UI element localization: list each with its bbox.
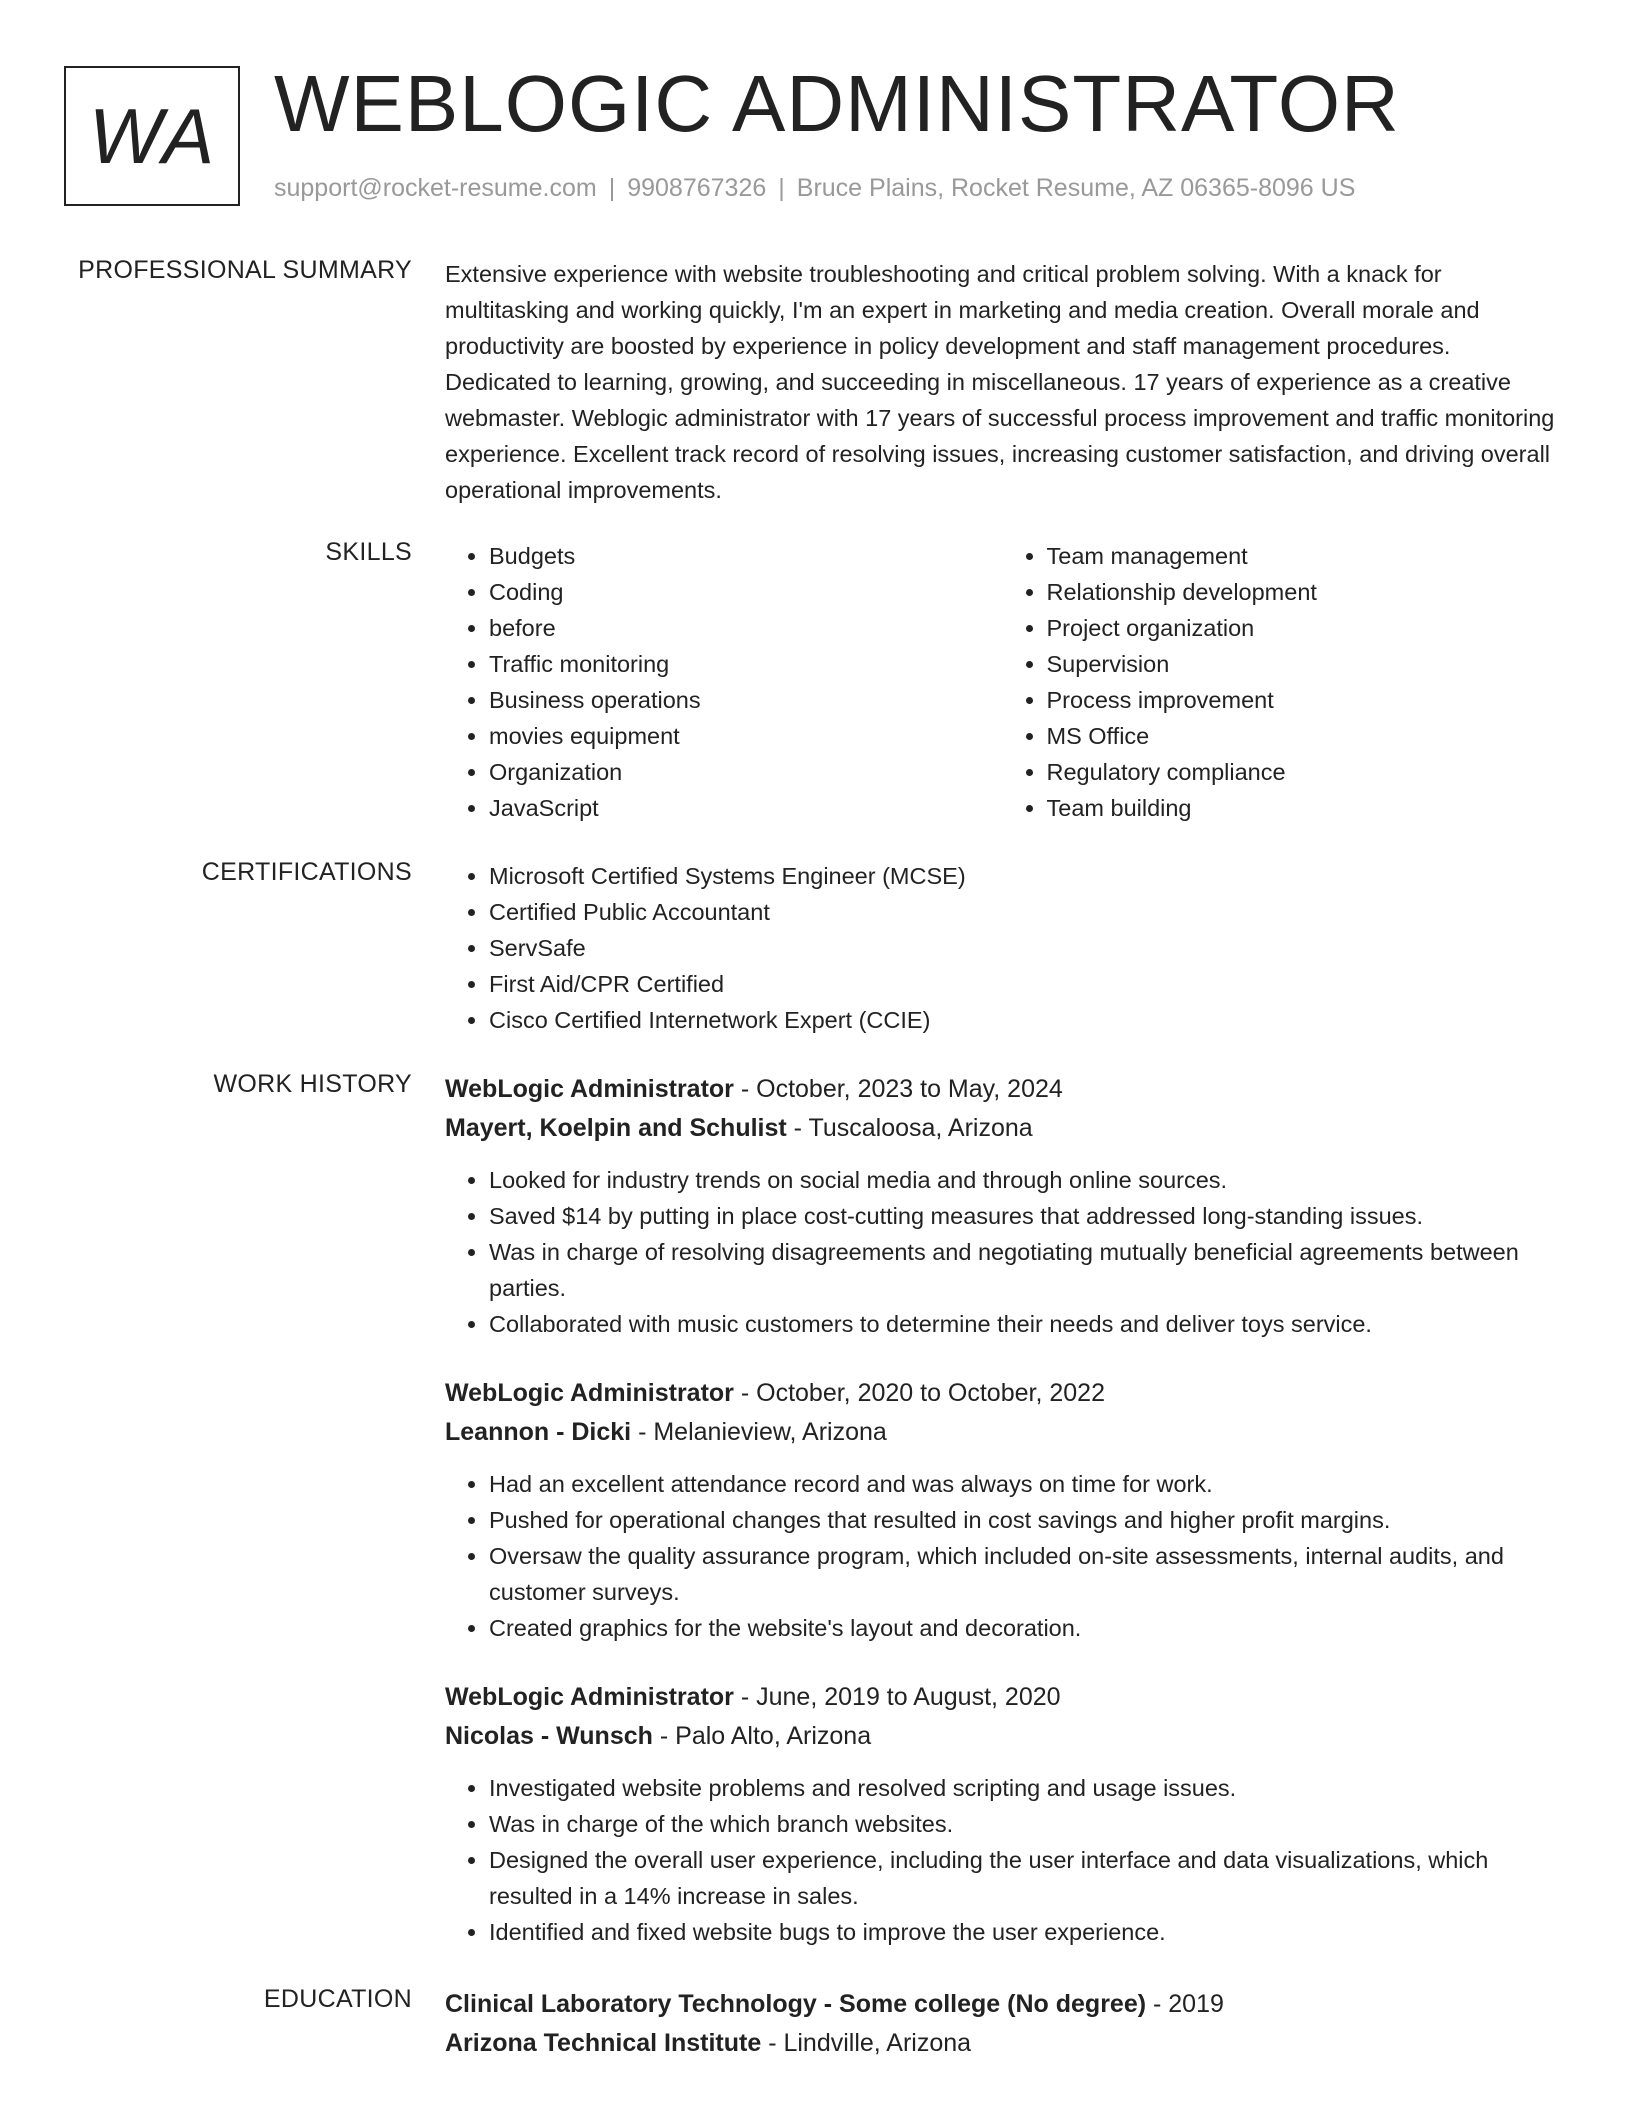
contact-phone: 9908767326 bbox=[627, 174, 767, 202]
skill-item: • Budgets bbox=[489, 538, 1003, 574]
certification-item: • Certified Public Accountant bbox=[489, 894, 1560, 930]
job-bullets bbox=[445, 1162, 1560, 1342]
education-school: Arizona Technical Institute bbox=[445, 2029, 762, 2057]
job-title-line bbox=[445, 1070, 1560, 1109]
job-bullet: • Was in charge of the which branch websites. bbox=[489, 1806, 1560, 1842]
skills-columns bbox=[445, 538, 1560, 826]
skill-item: • Team management bbox=[1047, 538, 1561, 574]
skill-item: • JavaScript bbox=[489, 790, 1003, 826]
job-company-line bbox=[445, 1413, 1560, 1452]
education-school-line bbox=[445, 2024, 1560, 2063]
contact-address: Bruce Plains, Rocket Resume, AZ 06365-8096 US bbox=[796, 174, 1356, 202]
job-bullet: • Designed the overall user experience, including the user interface and data visualizations, which resulted in a 14% increase in sales. bbox=[489, 1842, 1560, 1914]
education-body bbox=[445, 1985, 1560, 2063]
skill-item: • Project organization bbox=[1047, 610, 1561, 646]
job-bullet: • Had an excellent attendance record and was always on time for work. bbox=[489, 1466, 1560, 1502]
certification-item: • ServSafe bbox=[489, 930, 1560, 966]
job-title: WebLogic Administrator bbox=[445, 1075, 734, 1103]
job-bullet: • Collaborated with music customers to determine their needs and deliver toys service. bbox=[489, 1306, 1560, 1342]
skill-item: • Team building bbox=[1047, 790, 1561, 826]
job-entry bbox=[445, 1070, 1560, 1342]
job-bullet: • Pushed for operational changes that resulted in cost savings and higher profit margins. bbox=[489, 1502, 1560, 1538]
job-company-line bbox=[445, 1717, 1560, 1756]
job-title: WebLogic Administrator bbox=[445, 1683, 734, 1711]
skill-item: • Traffic monitoring bbox=[489, 646, 1003, 682]
job-dates: - October, 2020 to October, 2022 bbox=[733, 1379, 1105, 1407]
contact-line bbox=[274, 174, 1355, 203]
certification-item: • First Aid/CPR Certified bbox=[489, 966, 1560, 1002]
job-company-line bbox=[445, 1109, 1560, 1148]
skill-item: • MS Office bbox=[1047, 718, 1561, 754]
job-dates: - October, 2023 to May, 2024 bbox=[733, 1075, 1063, 1103]
skill-item: • movies equipment bbox=[489, 718, 1003, 754]
job-location: - Melanieview, Arizona bbox=[631, 1418, 887, 1446]
certification-item: • Cisco Certified Internetwork Expert (CCIE) bbox=[489, 1002, 1560, 1038]
job-entry bbox=[445, 1374, 1560, 1646]
job-title: WebLogic Administrator bbox=[445, 1379, 734, 1407]
contact-separator: | bbox=[608, 174, 616, 202]
job-company: Leannon - Dicki bbox=[445, 1418, 632, 1446]
skill-item: • Supervision bbox=[1047, 646, 1561, 682]
job-entry bbox=[445, 1678, 1560, 1950]
skills-list-left bbox=[445, 538, 1003, 826]
page-title: WEBLOGIC ADMINISTRATOR bbox=[274, 59, 1400, 148]
job-title-line bbox=[445, 1374, 1560, 1413]
education-degree-line bbox=[445, 1985, 1560, 2024]
job-title-line bbox=[445, 1678, 1560, 1717]
job-bullet: • Oversaw the quality assurance program, which included on-site assessments, internal audits, and customer surveys. bbox=[489, 1538, 1560, 1610]
summary-text: Extensive experience with website troubleshooting and critical problem solving. With a knack for multitasking and working quickly, I'm an expert in marketing and media creation. Overall morale and productivity are boosted by experience in policy development and staff management procedures. Dedicated to learning, growing, and succeeding in miscellaneous. 17 years of experience as a creative webmaster. Weblogic administrator with 17 years of successful process improvement and traffic monitoring experience. Excellent track record of resolving issues, increasing customer satisfaction, and driving overall operational improvements. bbox=[445, 261, 1555, 503]
monogram-logo: WA bbox=[64, 66, 240, 206]
job-bullets bbox=[445, 1770, 1560, 1950]
section-label-summary: PROFESSIONAL SUMMARY bbox=[78, 256, 412, 284]
certifications-body bbox=[445, 858, 1560, 1038]
skills-list-right bbox=[1003, 538, 1561, 826]
section-label-work-history: WORK HISTORY bbox=[213, 1070, 412, 1098]
skill-item: • Regulatory compliance bbox=[1047, 754, 1561, 790]
job-bullet: • Investigated website problems and resolved scripting and usage issues. bbox=[489, 1770, 1560, 1806]
education-year: - 2019 bbox=[1146, 1990, 1224, 2018]
job-bullets bbox=[445, 1466, 1560, 1646]
skill-item: • Organization bbox=[489, 754, 1003, 790]
job-location: - Tuscaloosa, Arizona bbox=[786, 1114, 1033, 1142]
job-bullet: • Saved $14 by putting in place cost-cutting measures that addressed long-standing issues. bbox=[489, 1198, 1560, 1234]
skill-item: • Coding bbox=[489, 574, 1003, 610]
contact-separator: | bbox=[778, 174, 785, 202]
education-location: - Lindville, Arizona bbox=[761, 2029, 972, 2057]
section-label-education: EDUCATION bbox=[263, 1985, 412, 2013]
job-dates: - June, 2019 to August, 2020 bbox=[733, 1683, 1061, 1711]
skill-item: • before bbox=[489, 610, 1003, 646]
skill-item: • Relationship development bbox=[1047, 574, 1561, 610]
job-bullet: • Created graphics for the website's layout and decoration. bbox=[489, 1610, 1560, 1646]
job-location: - Palo Alto, Arizona bbox=[652, 1722, 872, 1750]
job-bullet: • Identified and fixed website bugs to improve the user experience. bbox=[489, 1914, 1560, 1950]
certifications-list bbox=[445, 858, 1560, 1038]
job-company: Nicolas - Wunsch bbox=[445, 1722, 653, 1750]
section-label-skills: SKILLS bbox=[325, 538, 412, 566]
section-label-certifications: CERTIFICATIONS bbox=[201, 858, 412, 886]
job-company: Mayert, Koelpin and Schulist bbox=[445, 1114, 787, 1142]
job-bullet: • Was in charge of resolving disagreements and negotiating mutually beneficial agreements between parties. bbox=[489, 1234, 1560, 1306]
contact-email: support@rocket-resume.com bbox=[274, 174, 597, 202]
certification-item: • Microsoft Certified Systems Engineer (MCSE) bbox=[489, 858, 1560, 894]
job-bullet: • Looked for industry trends on social media and through online sources. bbox=[489, 1162, 1560, 1198]
education-degree: Clinical Laboratory Technology - Some college (No degree) bbox=[445, 1990, 1147, 2018]
work-history-body bbox=[445, 1070, 1560, 1982]
skill-item: • Process improvement bbox=[1047, 682, 1561, 718]
skill-item: • Business operations bbox=[489, 682, 1003, 718]
